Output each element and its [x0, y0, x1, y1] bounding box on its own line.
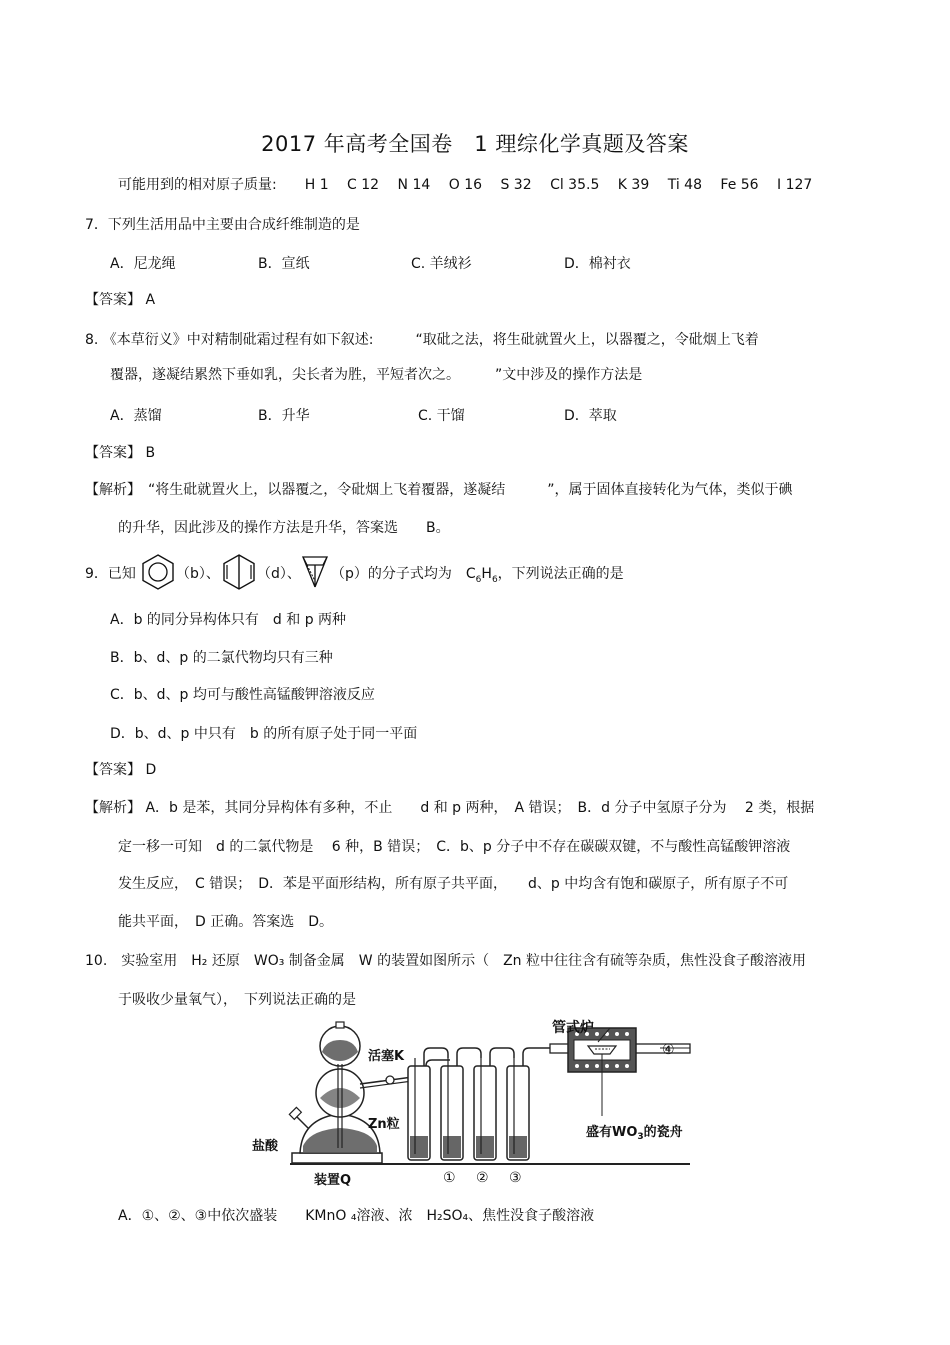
q8-option-d: D．萃取: [564, 408, 617, 424]
q7-stem: 7．下列生活用品中主要由合成纤维制造的是: [85, 217, 360, 233]
q9-option-c: C．b、d、p 均可与酸性高锰酸钾溶液反应: [110, 687, 375, 703]
label-hcl: 盐酸: [252, 1139, 279, 1154]
label-device: 装置Q: [314, 1173, 352, 1188]
q9-explain-line3: 发生反应， C 错误； D．苯是平面形结构，所有原子共平面， d、p 中均含有饱和碳原子，所有原子不可: [118, 876, 789, 892]
q7-option-b: B．宣纸: [258, 256, 310, 272]
atomic-masses: 可能用到的相对原子质量: H 1 C 12 N 14 O 16 S 32 Cl 35.5 K 39 Ti 48 Fe 56 I 127: [118, 177, 813, 193]
benzene-structure-icon: [141, 553, 175, 591]
q9-h: H: [481, 566, 492, 582]
q8-option-c: C. 干馏: [418, 408, 465, 424]
q10-stem-line1: 10. 实验室用 H₂ 还原 WO₃ 制备金属 W 的装置如图所示（ Zn 粒中往往含有硫等杂质，焦性没食子酸溶液用: [85, 953, 806, 969]
q9-explain-line1: 【解析】 A．b 是苯，其同分异构体有多种，不止 d 和 p 两种， A 错误； B．d 分子中氢原子分为 2 类，根据: [85, 800, 815, 816]
q8-option-b: B．升华: [258, 408, 310, 424]
prismane-structure-icon: [300, 553, 330, 591]
q7-option-a: A．尼龙绳: [110, 256, 176, 272]
q8-stem-line1: 8. 《本草衍义》中对精制砒霜过程有如下叙述: “取砒之法，将生砒就置火上，以器覆之，令砒烟上飞着: [85, 332, 759, 348]
q9-suffix: ，下列说法正确的是: [497, 566, 624, 582]
q9-option-d: D．b、d、p 中只有 b 的所有原子处于同一平面: [110, 726, 418, 742]
q9-sub-6a: 6: [475, 574, 482, 585]
q7-answer: 【答案】 A: [85, 292, 156, 308]
label-stopcock: 活塞K: [368, 1049, 405, 1064]
label-zn: Zn粒: [368, 1117, 400, 1132]
dewar-benzene-structure-icon: [222, 553, 256, 591]
q9-answer: 【答案】 D: [85, 762, 157, 778]
q9-label-p: （p）的分子式均为 C: [331, 566, 476, 582]
q8-explain-line2: 的升华，因此涉及的操作方法是升华，答案选 B。: [118, 520, 450, 536]
q9-explain-line4: 能共平面， D 正确。答案选 D。: [118, 914, 334, 930]
page-title: 2017 年高考全国卷 1 理综化学真题及答案: [261, 132, 689, 156]
q9-formula-line: [331, 565, 624, 589]
label-tube-furnace: 管式炉: [552, 1020, 594, 1036]
q8-stem-line2: 覆器，遂凝结累然下垂如乳，尖长者为胜，平短者次之。 ”文中涉及的操作方法是: [110, 367, 643, 383]
label-n2: ②: [476, 1170, 489, 1186]
label-n4: ④: [662, 1042, 675, 1058]
q9-sub-6b: 6: [491, 574, 498, 585]
q9-prefix: 9．已知: [85, 566, 136, 582]
q8-explain-line1: 【解析】 “将生砒就置火上，以器覆之，令砒烟上飞着覆器，遂凝结 ”，属于固体直接转化为气体，类似于碘: [85, 482, 793, 498]
q9-explain-line2: 定一移一可知 d 的二氯代物是 6 种，B 错误； C．b、p 分子中不存在碳碳双键，不与酸性高锰酸钾溶液: [118, 839, 791, 855]
q7-option-d: D．棉衬衣: [564, 256, 631, 272]
apparatus-figure: [250, 1018, 700, 1188]
label-n1: ①: [443, 1170, 456, 1186]
label-n3: ③: [509, 1170, 522, 1186]
label-boat-prefix: 盛有WO: [586, 1125, 638, 1140]
q10-stem-line2: 于吸收少量氧气）， 下列说法正确的是: [118, 992, 356, 1008]
q8-option-a: A．蒸馏: [110, 408, 162, 424]
q9-label-d: （d）、: [257, 566, 301, 582]
label-boat: [586, 1124, 683, 1142]
q9-label-b: （b）、: [176, 566, 220, 582]
q9-option-b: B．b、d、p 的二氯代物均只有三种: [110, 650, 333, 666]
label-boat-sub: 3: [637, 1132, 644, 1142]
label-boat-end: 的瓷舟: [643, 1125, 683, 1140]
q9-option-a: A．b 的同分异构体只有 d 和 p 两种: [110, 612, 347, 628]
q7-option-c: C. 羊绒衫: [411, 256, 472, 272]
q10-option-a: A．①、②、③中依次盛装 KMnO ₄溶液、浓 H₂SO₄、焦性没食子酸溶液: [118, 1208, 595, 1224]
q8-answer: 【答案】 B: [85, 445, 156, 461]
